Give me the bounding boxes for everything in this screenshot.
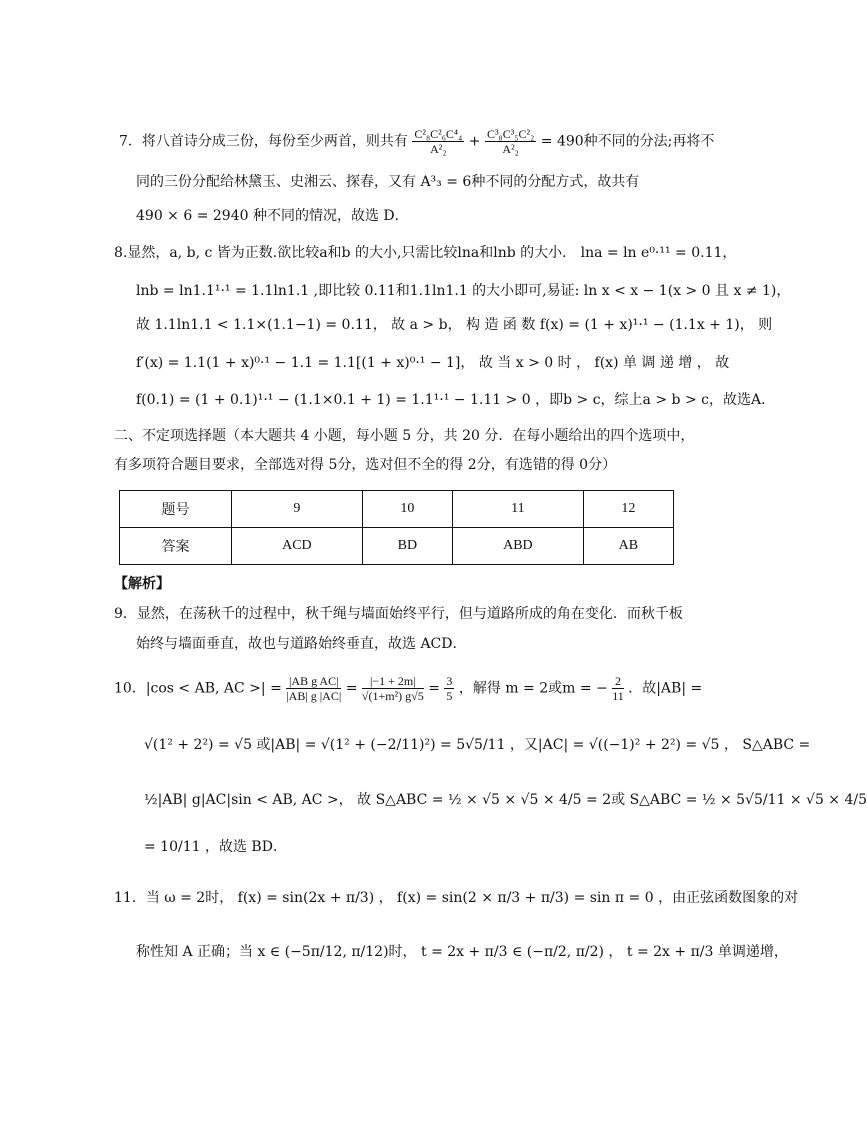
- q7-text-1: 7．将八首诗分成三份，每份至少两首，则共有: [119, 133, 408, 150]
- table-number-12: 12: [583, 491, 673, 528]
- table-number-10: 10: [362, 491, 452, 528]
- table-answer-12: AB: [583, 528, 673, 565]
- q10-text-1c: =: [428, 680, 440, 697]
- q10-line-1: [114, 674, 702, 703]
- q11-line-1: 11．当 ω = 2时， f(x) = sin(2x + π/3) ， f(x) = sin(2 × π/3 + π/3) = sin π = 0 ，由正弦函数图象的对: [114, 890, 799, 906]
- q10-fraction-3-num: 3: [446, 674, 453, 688]
- q7-line-3: 490 × 6 = 2940 种不同的情况，故选 D．: [136, 208, 409, 224]
- q8-line-3: 故 1.1ln1.1 < 1.1×(1.1−1) = 0.11， 故 a > b， 构 造 函 数 f(x) = (1 + x)¹·¹ − (1.1x + 1)， 则: [136, 317, 773, 333]
- section2-line-1: 二、不定项选择题（本大题共 4 小题，每小题 5 分，共 20 分．在每小题给出的四个选项中，: [114, 428, 695, 444]
- q7-text-1b: = 490种不同的分法;再将不: [540, 133, 715, 150]
- table-number-9: 9: [232, 491, 363, 528]
- q10-line-4: = 10/11 ，故选 BD．: [144, 839, 287, 855]
- table-answer-9: ACD: [232, 528, 363, 565]
- table-header-label: 题号: [120, 491, 232, 528]
- q8-line-2: lnb = ln1.1¹·¹ = 1.1ln1.1 ,即比较 0.11和1.1ln1.1 的大小即可,易证: ln x < x − 1(x > 0 且 x ≠ 1)，: [136, 283, 791, 299]
- section2-line-2: 有多项符合题目要求，全部选对得 5分，选对但不全的得 2分，有选错的得 0分）: [114, 457, 617, 473]
- q8-line-4: f′(x) = 1.1(1 + x)⁰·¹ − 1.1 = 1.1[(1 + x)⁰·¹ − 1]， 故 当 x > 0 时 ， f(x) 单 调 递 增 ， 故: [136, 355, 730, 371]
- q11-line-2: 称性知 A 正确；当 x ∈ (−5π/12, π/12)时， t = 2x + π/3 ∈ (−π/2, π/2) ， t = 2x + π/3 单调递增，: [136, 944, 788, 960]
- q10-fraction-4-den: 11: [612, 689, 624, 703]
- q10-fraction-4-num: 2: [612, 674, 624, 689]
- q7-line-1: [119, 127, 714, 156]
- table-answer-11: ABD: [452, 528, 583, 565]
- answer-table: [119, 490, 674, 565]
- q10-fraction-4: [612, 674, 624, 703]
- q10-fraction-1: [286, 674, 341, 703]
- q10-fraction-2-num: |−1 + 2m|: [362, 674, 424, 689]
- q10-text-1e: ．故|AB| =: [628, 680, 703, 697]
- table-answer-10: BD: [362, 528, 452, 565]
- q7-line-2: 同的三份分配给林黛玉、史湘云、探春，又有 A³₃ = 6种不同的分配方式，故共有: [136, 174, 640, 190]
- q8-line-1: 8.显然，a, b, c 皆为正数.欲比较a和b 的大小,只需比较lna和lnb 的大小． lna = ln e⁰·¹¹ = 0.11，: [114, 245, 737, 261]
- q7-fraction-1-den: A²₂: [430, 142, 447, 156]
- q10-fraction-3-den: 5: [446, 689, 453, 703]
- q10-text-1d: ，解得 m = 2或m = −: [458, 680, 608, 697]
- plus-sign: +: [468, 133, 481, 150]
- q7-fraction-2-den: A²₂: [502, 142, 519, 156]
- analysis-label: 【解析】: [114, 576, 170, 592]
- q8-line-5: f(0.1) = (1 + 0.1)¹·¹ − (1.1×0.1 + 1) = 1.1¹·¹ − 1.11 > 0 ，即b > c，综上a > b > c，故选A．: [136, 392, 776, 408]
- q7-fraction-2-num: C³₈C³₅C²₂: [486, 127, 535, 141]
- table-number-11: 11: [452, 491, 583, 528]
- q10-line-3: ½|AB| g|AC|sin < AB, AC >， 故 S△ABC = ½ × √5 × √5 × 4/5 = 2或 S△ABC = ½ × 5√5/11 × √5 × 4/5: [144, 792, 867, 808]
- q7-fraction-1-num: C²₈C²₆C⁴₄: [414, 127, 463, 141]
- q7-fraction-1: [412, 127, 464, 156]
- q10-fraction-1-den: |AB| g |AC|: [286, 689, 342, 703]
- q9-line-1: 9．显然，在荡秋千的过程中，秋千绳与墙面始终平行，但与道路所成的角在变化．而秋千板: [114, 606, 683, 622]
- q10-text-1b: =: [345, 680, 358, 697]
- answer-table-answer-row: [120, 528, 674, 565]
- q10-text-1a: 10．|cos < AB, AC >| =: [114, 680, 282, 697]
- q9-line-2: 始终与墙面垂直，故也与道路始终垂直，故选 ACD．: [136, 636, 467, 652]
- q10-fraction-3: [444, 674, 454, 703]
- q10-fraction-1-num: |AB g AC|: [286, 674, 341, 689]
- table-answer-label: 答案: [120, 528, 232, 565]
- q10-fraction-2: [362, 674, 424, 703]
- q10-line-2: √(1² + 2²) = √5 或|AB| = √(1² + (−2/11)²) = 5√5/11 ，又|AC| = √((−1)² + 2²) = √5 ， S△ABC =: [144, 737, 811, 753]
- q10-fraction-2-den: √(1+m²) g√5: [361, 689, 424, 703]
- answer-table-header-row: [120, 491, 674, 528]
- q7-fraction-2: [485, 127, 536, 156]
